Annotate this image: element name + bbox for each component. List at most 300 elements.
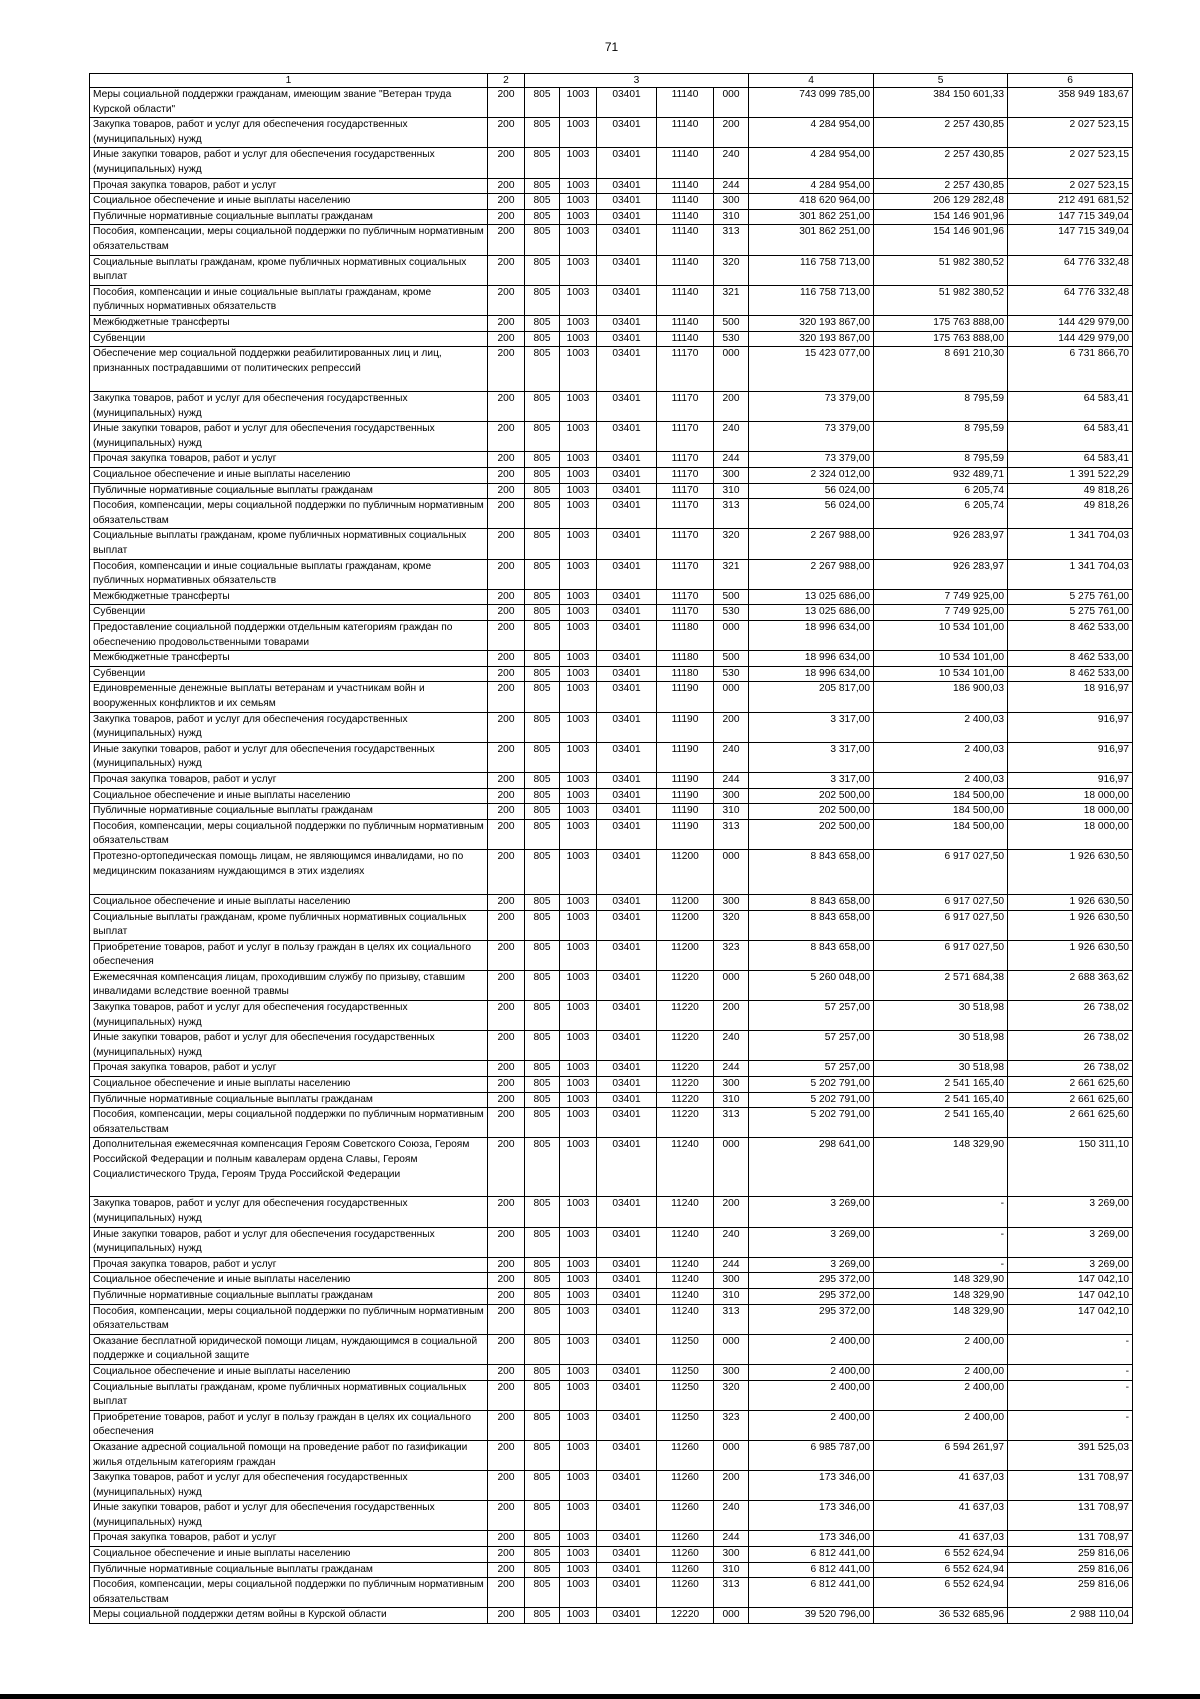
table-row (90, 1440, 1133, 1470)
code-subsection: 1003 (560, 529, 597, 559)
value-col-4: 205 817,00 (749, 682, 874, 712)
code-subsection: 1003 (560, 1288, 597, 1304)
code-program: 03401 (597, 1031, 657, 1061)
code-program: 03401 (597, 255, 657, 285)
value-col-4: 2 400,00 (749, 1334, 874, 1364)
code-grbs: 200 (488, 910, 525, 940)
code-expense-type: 323 (714, 940, 749, 970)
code-expense-type: 244 (714, 1531, 749, 1547)
table-row (90, 452, 1133, 468)
row-name: Социальное обеспечение и иные выплаты населению (90, 894, 488, 910)
value-col-4: 3 269,00 (749, 1197, 874, 1227)
value-col-6: 8 462 533,00 (1008, 651, 1133, 667)
row-name: Публичные нормативные социальные выплаты гражданам (90, 1562, 488, 1578)
code-section: 805 (525, 940, 560, 970)
code-program: 03401 (597, 392, 657, 422)
code-section: 805 (525, 1531, 560, 1547)
budget-table-wrapper (89, 73, 1133, 1624)
code-expense-type: 310 (714, 209, 749, 225)
value-col-6: 147 715 349,04 (1008, 209, 1133, 225)
value-col-6: 147 042,10 (1008, 1304, 1133, 1334)
code-subsection: 1003 (560, 589, 597, 605)
code-grbs: 200 (488, 331, 525, 347)
code-section: 805 (525, 651, 560, 667)
code-expense-type: 200 (714, 392, 749, 422)
code-section: 805 (525, 621, 560, 651)
table-row (90, 194, 1133, 210)
value-col-5: 36 532 685,96 (874, 1608, 1008, 1624)
row-name: Иные закупки товаров, работ и услуг для обеспечения государственных (муниципальных) нужд (90, 148, 488, 178)
code-grbs: 200 (488, 1138, 525, 1197)
code-direction: 11200 (657, 910, 714, 940)
value-col-5: 6 552 624,94 (874, 1562, 1008, 1578)
code-section: 805 (525, 1108, 560, 1138)
code-program: 03401 (597, 1197, 657, 1227)
code-grbs: 200 (488, 940, 525, 970)
code-subsection: 1003 (560, 1364, 597, 1380)
code-expense-type: 244 (714, 452, 749, 468)
code-section: 805 (525, 148, 560, 178)
code-expense-type: 530 (714, 331, 749, 347)
value-col-6: 64 583,41 (1008, 422, 1133, 452)
code-program: 03401 (597, 894, 657, 910)
code-subsection: 1003 (560, 452, 597, 468)
code-section: 805 (525, 285, 560, 315)
code-subsection: 1003 (560, 1304, 597, 1334)
row-name: Закупка товаров, работ и услуг для обеспечения государственных (муниципальных) нужд (90, 118, 488, 148)
code-subsection: 1003 (560, 1257, 597, 1273)
table-row (90, 1364, 1133, 1380)
code-direction: 11140 (657, 194, 714, 210)
code-program: 03401 (597, 1608, 657, 1624)
code-program: 03401 (597, 1334, 657, 1364)
row-name: Протезно-ортопедическая помощь лицам, не являющимся инвалидами, но по медицинским показаниям нуждающимся в этих изделиях (90, 849, 488, 894)
code-program: 03401 (597, 347, 657, 392)
code-subsection: 1003 (560, 1440, 597, 1470)
code-subsection: 1003 (560, 1138, 597, 1197)
code-program: 03401 (597, 804, 657, 820)
row-name: Оказание адресной социальной помощи на проведение работ по газификации жилья отдельным категориям граждан (90, 1440, 488, 1470)
code-grbs: 200 (488, 285, 525, 315)
code-grbs: 200 (488, 559, 525, 589)
code-section: 805 (525, 605, 560, 621)
row-name: Социальные выплаты гражданам, кроме публичных нормативных социальных выплат (90, 910, 488, 940)
code-direction: 11170 (657, 605, 714, 621)
code-direction: 11250 (657, 1410, 714, 1440)
code-program: 03401 (597, 529, 657, 559)
code-expense-type: 300 (714, 1364, 749, 1380)
code-grbs: 200 (488, 209, 525, 225)
code-direction: 11220 (657, 1001, 714, 1031)
value-col-5: 2 257 430,85 (874, 118, 1008, 148)
table-row (90, 621, 1133, 651)
value-col-4: 13 025 686,00 (749, 589, 874, 605)
value-col-4: 3 317,00 (749, 742, 874, 772)
code-section: 805 (525, 422, 560, 452)
code-subsection: 1003 (560, 118, 597, 148)
code-grbs: 200 (488, 499, 525, 529)
value-col-4: 73 379,00 (749, 422, 874, 452)
code-grbs: 200 (488, 255, 525, 285)
code-section: 805 (525, 819, 560, 849)
table-row (90, 422, 1133, 452)
value-col-5: 8 795,59 (874, 452, 1008, 468)
code-subsection: 1003 (560, 621, 597, 651)
value-col-4: 116 758 713,00 (749, 255, 874, 285)
value-col-4: 4 284 954,00 (749, 118, 874, 148)
value-col-6: 18 000,00 (1008, 788, 1133, 804)
code-direction: 11190 (657, 742, 714, 772)
table-row (90, 483, 1133, 499)
code-subsection: 1003 (560, 651, 597, 667)
row-name: Меры социальной поддержки детям войны в Курской области (90, 1608, 488, 1624)
code-direction: 11170 (657, 347, 714, 392)
code-subsection: 1003 (560, 788, 597, 804)
table-row (90, 529, 1133, 559)
value-col-4: 202 500,00 (749, 804, 874, 820)
code-subsection: 1003 (560, 1227, 597, 1257)
value-col-5: 175 763 888,00 (874, 331, 1008, 347)
value-col-4: 6 812 441,00 (749, 1578, 874, 1608)
code-expense-type: 000 (714, 1440, 749, 1470)
code-section: 805 (525, 682, 560, 712)
code-subsection: 1003 (560, 255, 597, 285)
code-grbs: 200 (488, 148, 525, 178)
code-grbs: 200 (488, 194, 525, 210)
code-section: 805 (525, 1304, 560, 1334)
code-subsection: 1003 (560, 1608, 597, 1624)
value-col-5: 175 763 888,00 (874, 315, 1008, 331)
value-col-5: 148 329,90 (874, 1138, 1008, 1197)
code-program: 03401 (597, 651, 657, 667)
table-row (90, 285, 1133, 315)
code-direction: 11240 (657, 1304, 714, 1334)
row-name: Субвенции (90, 666, 488, 682)
code-grbs: 200 (488, 118, 525, 148)
table-row (90, 666, 1133, 682)
row-name: Приобретение товаров, работ и услуг в пользу граждан в целях их социального обеспечения (90, 1410, 488, 1440)
code-section: 805 (525, 255, 560, 285)
value-col-5: 926 283,97 (874, 559, 1008, 589)
code-direction: 11190 (657, 804, 714, 820)
value-col-5: 8 691 210,30 (874, 347, 1008, 392)
value-col-6: 64 583,41 (1008, 392, 1133, 422)
code-grbs: 200 (488, 315, 525, 331)
table-row (90, 209, 1133, 225)
code-section: 805 (525, 742, 560, 772)
code-expense-type: 240 (714, 1501, 749, 1531)
code-subsection: 1003 (560, 392, 597, 422)
row-name: Единовременные денежные выплаты ветеранам и участникам войн и вооруженных конфликтов и их семьям (90, 682, 488, 712)
code-subsection: 1003 (560, 483, 597, 499)
value-col-4: 298 641,00 (749, 1138, 874, 1197)
row-name: Ежемесячная компенсация лицам, проходившим службу по призыву, ставшим инвалидами вследствие военной травмы (90, 970, 488, 1000)
code-grbs: 200 (488, 1197, 525, 1227)
row-name: Закупка товаров, работ и услуг для обеспечения государственных (муниципальных) нужд (90, 1197, 488, 1227)
value-col-5: 6 552 624,94 (874, 1578, 1008, 1608)
value-col-5: 2 400,00 (874, 1334, 1008, 1364)
code-program: 03401 (597, 148, 657, 178)
table-row (90, 712, 1133, 742)
code-section: 805 (525, 1273, 560, 1289)
code-subsection: 1003 (560, 804, 597, 820)
value-col-6: 2 661 625,60 (1008, 1092, 1133, 1108)
value-col-6: 147 042,10 (1008, 1288, 1133, 1304)
code-expense-type: 000 (714, 970, 749, 1000)
code-program: 03401 (597, 1440, 657, 1470)
code-expense-type: 200 (714, 1001, 749, 1031)
value-col-5: 10 534 101,00 (874, 621, 1008, 651)
value-col-4: 3 317,00 (749, 712, 874, 742)
row-name: Прочая закупка товаров, работ и услуг (90, 772, 488, 788)
code-grbs: 200 (488, 621, 525, 651)
code-direction: 11170 (657, 499, 714, 529)
code-subsection: 1003 (560, 347, 597, 392)
code-expense-type: 300 (714, 1077, 749, 1093)
code-expense-type: 313 (714, 1578, 749, 1608)
code-expense-type: 310 (714, 1092, 749, 1108)
value-col-4: 6 985 787,00 (749, 1440, 874, 1470)
code-expense-type: 530 (714, 666, 749, 682)
code-grbs: 200 (488, 651, 525, 667)
code-program: 03401 (597, 1471, 657, 1501)
value-col-6: 18 000,00 (1008, 819, 1133, 849)
code-program: 03401 (597, 468, 657, 484)
row-name: Меры социальной поддержки гражданам, имеющим звание "Ветеран труда Курской области" (90, 88, 488, 118)
value-col-6: 64 776 332,48 (1008, 255, 1133, 285)
code-grbs: 200 (488, 1001, 525, 1031)
code-direction: 11250 (657, 1380, 714, 1410)
value-col-4: 8 843 658,00 (749, 910, 874, 940)
value-col-6: 212 491 681,52 (1008, 194, 1133, 210)
value-col-6: 26 738,02 (1008, 1061, 1133, 1077)
code-expense-type: 000 (714, 849, 749, 894)
code-subsection: 1003 (560, 1031, 597, 1061)
code-grbs: 200 (488, 682, 525, 712)
table-row (90, 910, 1133, 940)
code-expense-type: 321 (714, 285, 749, 315)
code-direction: 11250 (657, 1334, 714, 1364)
code-expense-type: 323 (714, 1410, 749, 1440)
value-col-5: 2 400,03 (874, 712, 1008, 742)
value-col-5: 932 489,71 (874, 468, 1008, 484)
code-section: 805 (525, 347, 560, 392)
code-expense-type: 320 (714, 910, 749, 940)
header-col-3: 3 (525, 74, 749, 88)
row-name: Иные закупки товаров, работ и услуг для обеспечения государственных (муниципальных) нужд (90, 1501, 488, 1531)
code-program: 03401 (597, 605, 657, 621)
code-program: 03401 (597, 315, 657, 331)
value-col-4: 3 269,00 (749, 1257, 874, 1273)
code-subsection: 1003 (560, 285, 597, 315)
code-grbs: 200 (488, 1061, 525, 1077)
row-name: Социальное обеспечение и иные выплаты населению (90, 1077, 488, 1093)
value-col-4: 418 620 964,00 (749, 194, 874, 210)
value-col-5: 2 541 165,40 (874, 1092, 1008, 1108)
code-program: 03401 (597, 712, 657, 742)
code-program: 03401 (597, 621, 657, 651)
value-col-5: 6 552 624,94 (874, 1547, 1008, 1563)
table-row (90, 1257, 1133, 1273)
code-expense-type: 313 (714, 1108, 749, 1138)
value-col-6: 1 341 704,03 (1008, 529, 1133, 559)
code-expense-type: 300 (714, 894, 749, 910)
code-expense-type: 240 (714, 148, 749, 178)
code-grbs: 200 (488, 1257, 525, 1273)
code-section: 805 (525, 788, 560, 804)
code-direction: 11190 (657, 712, 714, 742)
budget-table (89, 73, 1133, 1624)
code-section: 805 (525, 1138, 560, 1197)
code-direction: 11170 (657, 468, 714, 484)
row-name: Пособия, компенсации, меры социальной поддержки по публичным нормативным обязательствам (90, 1108, 488, 1138)
code-program: 03401 (597, 1227, 657, 1257)
value-col-5: 2 400,00 (874, 1410, 1008, 1440)
code-program: 03401 (597, 682, 657, 712)
code-grbs: 200 (488, 1077, 525, 1093)
row-name: Субвенции (90, 605, 488, 621)
value-col-6: 2 688 363,62 (1008, 970, 1133, 1000)
code-section: 805 (525, 559, 560, 589)
value-col-4: 15 423 077,00 (749, 347, 874, 392)
value-col-6: 150 311,10 (1008, 1138, 1133, 1197)
code-expense-type: 313 (714, 225, 749, 255)
code-section: 805 (525, 1031, 560, 1061)
value-col-4: 18 996 634,00 (749, 666, 874, 682)
table-row (90, 894, 1133, 910)
value-col-5: 2 257 430,85 (874, 178, 1008, 194)
table-row (90, 1077, 1133, 1093)
code-direction: 11240 (657, 1273, 714, 1289)
code-section: 805 (525, 499, 560, 529)
code-direction: 11260 (657, 1547, 714, 1563)
code-section: 805 (525, 666, 560, 682)
value-col-4: 5 202 791,00 (749, 1108, 874, 1138)
code-grbs: 200 (488, 529, 525, 559)
code-expense-type: 500 (714, 651, 749, 667)
value-col-5: 10 534 101,00 (874, 651, 1008, 667)
table-row (90, 255, 1133, 285)
value-col-5: 6 917 027,50 (874, 894, 1008, 910)
row-name: Закупка товаров, работ и услуг для обеспечения государственных (муниципальных) нужд (90, 1471, 488, 1501)
code-subsection: 1003 (560, 225, 597, 255)
value-col-6: 1 341 704,03 (1008, 559, 1133, 589)
code-subsection: 1003 (560, 894, 597, 910)
row-name: Публичные нормативные социальные выплаты гражданам (90, 804, 488, 820)
code-grbs: 200 (488, 804, 525, 820)
row-name: Прочая закупка товаров, работ и услуг (90, 1531, 488, 1547)
code-program: 03401 (597, 1257, 657, 1273)
code-subsection: 1003 (560, 88, 597, 118)
row-name: Иные закупки товаров, работ и услуг для обеспечения государственных (муниципальных) нужд (90, 1227, 488, 1257)
code-section: 805 (525, 1061, 560, 1077)
table-row (90, 1061, 1133, 1077)
value-col-6: 147 042,10 (1008, 1273, 1133, 1289)
code-section: 805 (525, 118, 560, 148)
table-row (90, 651, 1133, 667)
value-col-5: 2 400,00 (874, 1364, 1008, 1380)
code-subsection: 1003 (560, 1547, 597, 1563)
code-subsection: 1003 (560, 712, 597, 742)
page-number: 71 (604, 40, 619, 54)
code-program: 03401 (597, 772, 657, 788)
table-row (90, 1304, 1133, 1334)
code-subsection: 1003 (560, 849, 597, 894)
code-program: 03401 (597, 483, 657, 499)
code-subsection: 1003 (560, 1273, 597, 1289)
code-direction: 11240 (657, 1288, 714, 1304)
code-expense-type: 000 (714, 1608, 749, 1624)
code-section: 805 (525, 483, 560, 499)
row-name: Субвенции (90, 331, 488, 347)
code-subsection: 1003 (560, 1334, 597, 1364)
value-col-6: 2 027 523,15 (1008, 118, 1133, 148)
code-grbs: 200 (488, 1562, 525, 1578)
code-subsection: 1003 (560, 682, 597, 712)
row-name: Пособия, компенсации и иные социальные выплаты гражданам, кроме публичных нормативных обязательств (90, 559, 488, 589)
code-subsection: 1003 (560, 499, 597, 529)
code-program: 03401 (597, 1578, 657, 1608)
code-expense-type: 244 (714, 1257, 749, 1273)
code-grbs: 200 (488, 483, 525, 499)
row-name: Публичные нормативные социальные выплаты гражданам (90, 1288, 488, 1304)
code-grbs: 200 (488, 1273, 525, 1289)
table-row (90, 315, 1133, 331)
code-subsection: 1003 (560, 666, 597, 682)
code-section: 805 (525, 1077, 560, 1093)
table-row (90, 1578, 1133, 1608)
code-grbs: 200 (488, 819, 525, 849)
table-row (90, 772, 1133, 788)
value-col-5: 148 329,90 (874, 1288, 1008, 1304)
value-col-6: 1 926 630,50 (1008, 894, 1133, 910)
value-col-5: 2 541 165,40 (874, 1108, 1008, 1138)
row-name: Социальное обеспечение и иные выплаты населению (90, 468, 488, 484)
code-program: 03401 (597, 331, 657, 347)
value-col-4: 2 400,00 (749, 1380, 874, 1410)
code-direction: 11170 (657, 589, 714, 605)
row-name: Пособия, компенсации, меры социальной поддержки по публичным нормативным обязательствам (90, 499, 488, 529)
code-subsection: 1003 (560, 1501, 597, 1531)
value-col-5: 30 518,98 (874, 1061, 1008, 1077)
value-col-6: 49 818,26 (1008, 499, 1133, 529)
code-program: 03401 (597, 1288, 657, 1304)
table-row (90, 88, 1133, 118)
code-program: 03401 (597, 225, 657, 255)
row-name: Пособия, компенсации, меры социальной поддержки по публичным нормативным обязательствам (90, 1304, 488, 1334)
value-col-6: - (1008, 1334, 1133, 1364)
code-program: 03401 (597, 1364, 657, 1380)
table-row (90, 1334, 1133, 1364)
code-program: 03401 (597, 285, 657, 315)
code-program: 03401 (597, 1380, 657, 1410)
code-section: 805 (525, 209, 560, 225)
value-col-5: 206 129 282,48 (874, 194, 1008, 210)
table-row (90, 1288, 1133, 1304)
code-section: 805 (525, 849, 560, 894)
code-section: 805 (525, 1471, 560, 1501)
code-expense-type: 244 (714, 1061, 749, 1077)
value-col-6: - (1008, 1364, 1133, 1380)
code-grbs: 200 (488, 1364, 525, 1380)
code-section: 805 (525, 392, 560, 422)
code-subsection: 1003 (560, 940, 597, 970)
code-program: 03401 (597, 1547, 657, 1563)
code-program: 03401 (597, 559, 657, 589)
value-col-5: 41 637,03 (874, 1501, 1008, 1531)
code-grbs: 200 (488, 1092, 525, 1108)
code-program: 03401 (597, 194, 657, 210)
